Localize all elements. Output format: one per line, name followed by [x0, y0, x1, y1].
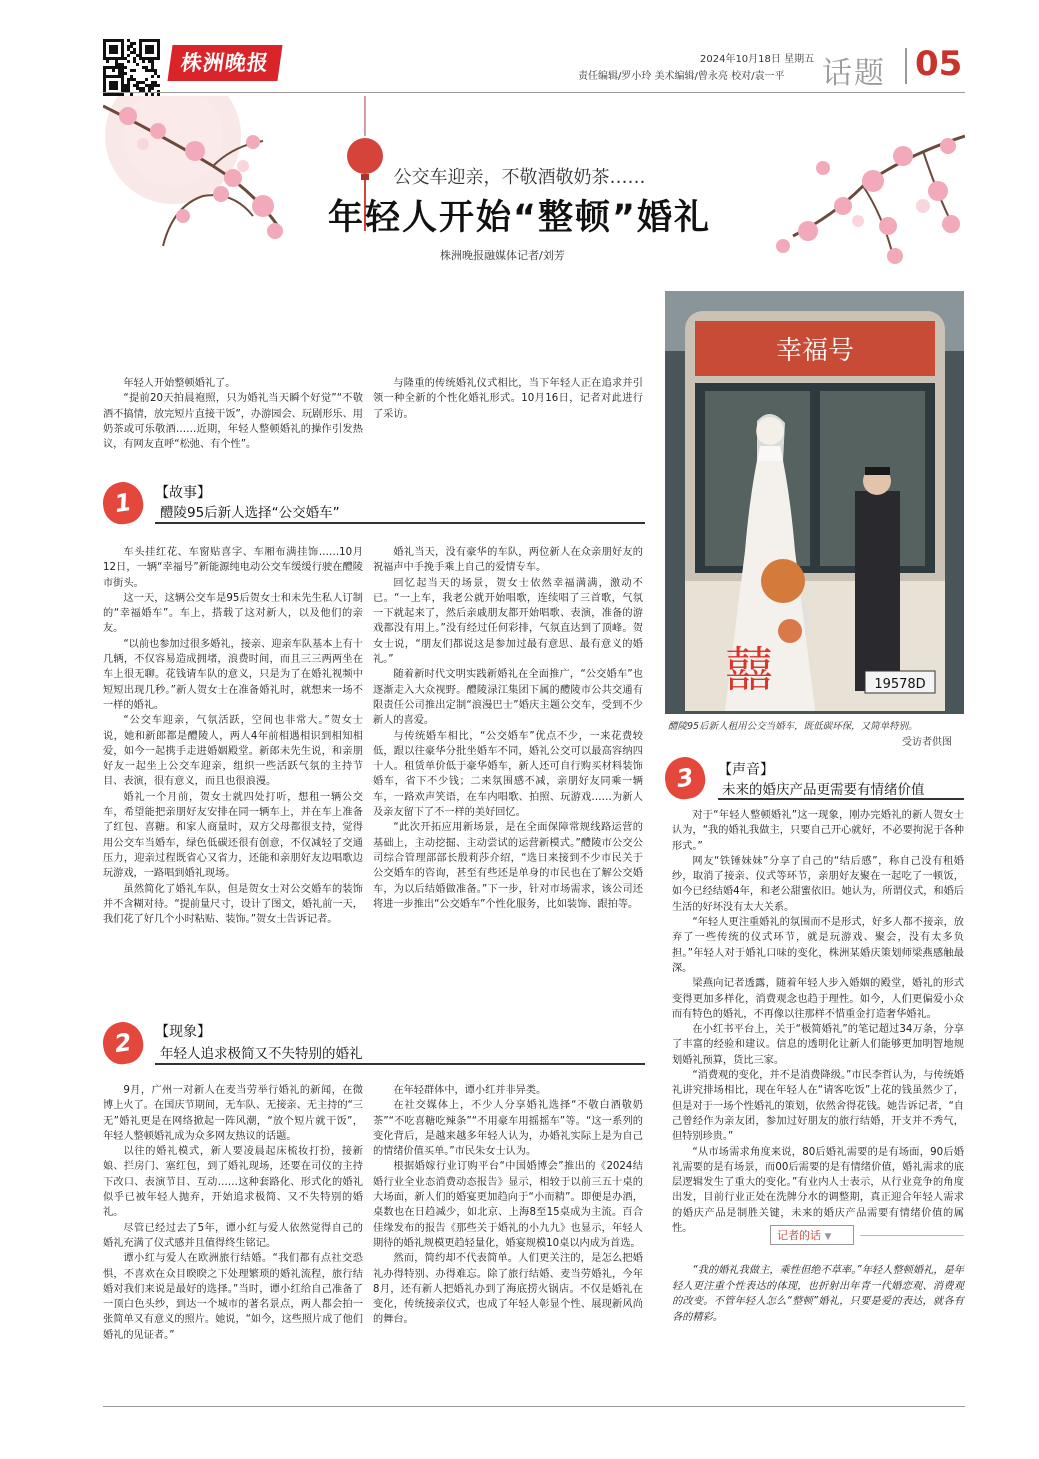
- qr-module: [145, 78, 148, 81]
- section3-column: [672, 808, 964, 1236]
- paragraph: 以往的婚礼模式，新人要凌晨起床梳妆打扮，接新娘、拦房门、塞红包，到了婚礼现场，还要在司仪的主持下改口、表演节目、互动……这种套路化、形式化的婚礼似乎已被年轻人抛弃，开始追求极简、又不失特别的婚礼。: [103, 1146, 363, 1219]
- section-title: 未来的婚庆产品更需要有情绪价值: [722, 782, 925, 798]
- page-number: 05: [915, 44, 963, 84]
- paragraph: 尽管已经过去了5年，谭小红与爱人依然觉得自己的婚礼充满了仪式感并且值得终生铭记。: [103, 1222, 363, 1249]
- qr-module: [112, 69, 115, 72]
- reporter-note-label-text: 记者的话: [777, 1229, 821, 1242]
- paragraph: 梁燕向记者透露，随着年轻人步入婚姻的殿堂，婚礼的形式变得更加多样化，消费观念也趋于理性。如今，人们更偏爱小众而有特色的婚礼，不再像以往那样不惜重金打造奢华婚礼。: [672, 978, 964, 1020]
- qr-module: [133, 42, 136, 45]
- article-byline: 株洲晚报融媒体记者/刘芳: [440, 249, 565, 262]
- wedding-bus-photo: [665, 291, 964, 714]
- qr-module: [106, 60, 109, 63]
- license-plate: 19578D: [874, 677, 926, 692]
- section-number-badge: 2: [100, 1019, 145, 1066]
- reporter-note-text: [672, 1263, 964, 1325]
- reporter-note-label: [770, 1225, 854, 1245]
- section-tag: 【故事】: [155, 485, 211, 501]
- bus-sign-text: 幸福号: [775, 336, 855, 366]
- section-underline: [155, 522, 645, 524]
- qr-module: [142, 60, 145, 63]
- paragraph: 婚礼一个月前，贺女士就四处打听，想租一辆公交车，希望能把亲朋好友安排在同一辆车上，并在车上准备了红包、喜糖。和家人商量时，双方父母都很支持，觉得用公交车当婚车，绿色低碳还很有创意，不仅减轻了交通压力，迎亲过程既省心又省力，还能和亲朋好友边唱歌边玩游戏，一路唱到婚礼现场。: [103, 791, 363, 880]
- header-rule: [103, 92, 965, 93]
- article-headline: 年轻人开始“整顿”婚礼: [327, 198, 711, 238]
- paragraph: 9月，广州一对新人在麦当劳举行婚礼的新闻，在微博上火了。在国庆节期间，无车队、无接亲、无主持的“三无”婚礼更是在网络掀起一阵风潮，“放个短片就干饭”，年轻人整顿婚礼成为众多网友热议的话题。: [103, 1085, 363, 1142]
- qr-module: [115, 51, 118, 54]
- qr-module: [127, 60, 130, 63]
- editor-credits: 责任编辑/罗小玲 美术编辑/曾永亮 校对/袁一平: [578, 71, 785, 82]
- section-number-badge: 3: [662, 754, 707, 801]
- paragraph: 谭小红与爱人在欧洲旅行结婚。“我们都有点社交恐惧，不喜欢在众目睽睽之下处理繁琐的婚礼流程，旅行结婚对我们来说是最好的选择。”当时，谭小红给自己准备了一顶白色头纱，到达一个城市的著名景点，两人都会拍一张简单又有意义的照片。她说，“如今，这些照片成了他们婚礼的见证者。”: [103, 1253, 363, 1341]
- issue-date: 2024年10月18日 星期五: [700, 54, 815, 65]
- paragraph: 然而，简约却不代表简单。人们更关注的，是怎么把婚礼办得特别、办得难忘。除了旅行结婚、麦当劳婚礼，今年8月，还有新人把婚礼办到了海底捞火锅店。不仅是婚礼在变化，传统接亲仪式，也成了年轻人彰显个性、展现新风尚的舞台。: [373, 1253, 643, 1326]
- section-number-badge: 1: [100, 479, 145, 526]
- paragraph: 这一天，这辆公交车是95后贺女士和未先生私人订制的“幸福婚车”。车上，搭载了这对新人，以及他们的亲友。: [103, 592, 363, 635]
- qr-module: [136, 63, 139, 66]
- paragraph: 虽然简化了婚礼车队，但是贺女士对公交婚车的装饰并不含糊对待。“提前量尺寸，设计了图文，婚礼前一天，我们花了好几个小时粘贴、装饰。”贺女士告诉记者。: [103, 883, 363, 926]
- qr-module: [115, 87, 118, 90]
- paragraph: 婚礼当天，没有豪华的车队，两位新人在众亲朋好友的祝福声中手挽手乘上自己的爱情专车。: [373, 547, 643, 574]
- qr-module: [124, 66, 127, 69]
- paragraph: “以前也参加过很多婚礼，接亲、迎亲车队基本上有十几辆，不仅容易造成拥堵，浪费时间，而且三三两两坐在车上很无聊。花钱请车队的意义，只是为了在婚礼视频中短短出现几秒。”新人贺女士在准备婚礼时，就想来一场不一样的婚礼。: [103, 638, 363, 711]
- qr-module: [127, 54, 130, 57]
- bouquet: [761, 559, 805, 603]
- lead-column-1: [103, 376, 363, 452]
- section-name: 话题: [822, 56, 886, 91]
- qr-module: [157, 57, 160, 60]
- paragraph: “此次开拓应用新场景，是在全面保障常规线路运营的基础上，主动挖掘、主动尝试的运营新模式。”醴陵市公交公司综合管理部部长殷莉莎介绍，“选日来接到不少市民关于公交婚车的咨询，甚至有些还是单身的市民也在了解公交婚车，为以后结婚做准备。”下一步，针对市场需求，该公司还将进一步推出“公交婚车”个性化服务，比如装饰、跟拍等。: [373, 822, 643, 910]
- lead-column-2: [373, 376, 643, 422]
- section1-column-2: [373, 545, 643, 912]
- paragraph: “公交车迎亲，气氛活跃，空间也非常大。”贺女士说，她和新郎都是醴陵人，两人4年前相遇相识到相知相爱，如今一起携手走进婚姻殿堂。新郎未先生说，和亲朋好友一起坐上公交车迎亲，组织一些活跃气氛的主持节目、表演，很有意义，而且也很浪漫。: [103, 715, 363, 788]
- section-title: 年轻人追求极简又不失特别的婚礼: [160, 1046, 363, 1062]
- paragraph: 在年轻群体中，谭小红并非异类。: [393, 1085, 547, 1096]
- qr-module: [133, 69, 136, 72]
- paragraph: “我的婚礼我做主，乘性但绝不草率。”年轻人整顿婚礼，是年轻人更注重个性表达的体现，也折射出年青一代婚恋观、消费观的改变。不管年轻人怎么“整顿”婚礼，只要是爱的表达，就各有各的精彩。: [672, 1265, 964, 1323]
- paragraph: 在社交媒体上，不少人分享婚礼选择“不敬白酒敬奶茶”“不吃喜糖吃辣条”“不用豪车用摇摇车”等。“这一系列的变化背后，是越来越多年轻人认为，办婚礼实际上是为自己的情绪价值买单。”市民朱女士认为。: [373, 1100, 643, 1158]
- paragraph: 根据婚嫁行业订购平台“中国婚博会”推出的《2024结婚行业全业态消费动态报告》显示，相较于以前三五十桌的大场面，新人们的婚宴更加趋向于“小而精”。即便是办酒，桌数也在日趋减少，如北京、上海8至15桌成为主流。百合佳缘发布的报告《那些关于婚礼的小九九》也显示，年轻人期待的婚礼规模更趋轻量化，婚宴规模10桌以内成为首选。: [373, 1161, 643, 1249]
- section1-column-1: [103, 545, 363, 927]
- paragraph: 网友“铁锤妹妹”分享了自己的“结后感”，称自己没有租婚纱，取消了接亲、仪式等环节，亲朋好友聚在一起吃了一顿饭，如今已经结婚4年，和老公甜蜜依旧。她认为，所谓仪式，和婚后生活的好坏没有太大关系。: [672, 855, 964, 913]
- lead-paragraph: 年轻人开始整顿婚礼了。: [123, 378, 236, 389]
- section2-column-2: [373, 1083, 643, 1328]
- qr-module: [157, 84, 160, 87]
- paragraph: 在小红书平台上，关于“极简婚礼”的笔记超过34万条，分享了丰富的经验和建议。信息的透明化让新人们能够更加明智地规划婚礼预算，货比三家。: [672, 1024, 964, 1066]
- paragraph: “从市场需求角度来说，80后婚礼需要的是有场面，90后婚礼需要的是有场景，而00后需要的是有情绪价值，婚礼需求的底层逻辑发生了重大的变化。”有业内人士表示，从行业竞争的角度出发，目前行业正处在洗牌分水的调整期，真正迎合年轻人需求的婚庆产品是制胜关键，未来的婚庆产品需要有情绪价值的属性。: [672, 1146, 964, 1235]
- photo-credit: 受访者供图: [902, 737, 952, 748]
- paragraph: 回忆起当天的场景，贺女士依然幸福满满，激动不已。“一上车，我老公就开始唱歌，连续唱了三首歌，气氛一下就起来了，然后亲戚朋友都开始唱歌、表演，准备的游戏都没有用上。”没有经过任何彩排，气氛直达到了顶峰。贺女士说，“朋友们都说这是参加过最有意思、最有意义的婚礼。”: [373, 577, 643, 666]
- paragraph: “年轻人更注重婚礼的氛围而不是形式，好多人都不接亲，放弃了一些传统的仪式环节，就是玩游戏、聚会，没有太多负担。”年轻人对于婚礼口味的变化，株洲某婚庆策划师梁燕感触最深。: [672, 917, 964, 974]
- chevron-down-icon: ▼: [824, 1232, 832, 1242]
- paragraph: 与传统婚车相比，“公交婚车”优点不少，一来花费较低，跟以往豪华分批坐婚车不同，婚礼公交可以最高容纳四十人。租赁单价低于豪华婚车，新人还可自行购买材料装饰婚车，省下不少钱；二来氛围感不减，亲朋好友同乘一辆车，一路欢声笑语，在车内唱歌、拍照、玩游戏……为新人及亲友留下了不一样的美好回忆。: [373, 730, 643, 819]
- section-underline: [718, 798, 964, 800]
- newspaper-masthead: 株洲晚报: [167, 45, 282, 81]
- double-happiness-icon: 囍: [725, 642, 774, 698]
- lead-paragraph: “提前20天拍晨袍照，只为婚礼当天瞬个好觉”“不敬酒不搞情，放完短片直接干饭”，办游园会、玩剧形乐、用奶茶或可乐敬酒……近期，年轻人整顿婚礼的操作引发热议，有网友直呼“松弛、有个性”。: [103, 393, 363, 451]
- paragraph: 随着新时代文明实践新婚礼在全面推广，“公交婚车”也逐渐走入大众视野。醴陵渌江集团下属的醴陵市公共交通有限责任公司推出定制“浪漫巴士”婚庆主题公交车，受到不少新人的喜爱。: [373, 669, 643, 727]
- section-tag: 【声音】: [718, 762, 774, 778]
- paragraph: 车头挂红花、车窗贴喜字、车厢布满挂饰……10月12日，一辆“幸福号”新能源纯电动公交车缓缓行驶在醴陵市街头。: [103, 547, 363, 589]
- qr-module: [157, 75, 160, 78]
- qr-module: [151, 87, 154, 90]
- article-kicker: 公交车迎亲，不敬酒敬奶茶……: [393, 167, 646, 188]
- section-tag: 【现象】: [155, 1024, 211, 1040]
- section2-column-1: [103, 1083, 363, 1343]
- reporter-note-rule: [860, 1235, 964, 1236]
- qr-code: [103, 39, 160, 96]
- footer-rule: [103, 1406, 965, 1407]
- paragraph: 对于“年轻人整顿婚礼”这一现象，刚办完婚礼的新人贺女士认为，“我的婚礼我做主，只要自己开心就好，不必要拘泥于各种形式。”: [672, 810, 964, 852]
- section-divider: [905, 48, 907, 84]
- qr-module: [151, 75, 154, 78]
- section-underline: [155, 1063, 645, 1065]
- qr-module: [151, 51, 154, 54]
- qr-module: [124, 72, 127, 75]
- section-title: 醴陵95后新人选择“公交婚车”: [160, 505, 340, 521]
- photo-caption: 醴陵95后新人租用公交当婚车，既低碳环保，又简单特别。: [668, 721, 918, 732]
- groom-suit: [855, 491, 900, 691]
- lead-paragraph: 与隆重的传统婚礼仪式相比，当下年轻人正在追求并引领一种全新的个性化婚礼形式。10月16日，记者对此进行了采访。: [373, 378, 643, 420]
- paragraph: “消费观的变化，并不是消费降级。”市民李哲认为，与传统婚礼讲究排场相比，现在年轻人在“请客吃饭”上花的钱虽然少了，但是对于一场个性婚礼的策划，依然舍得花钱。她告诉记者，“自己曾经作为亲友团，参加过好朋友的旅行结婚，开支并不秀气，但特别珍贵。”: [672, 1070, 964, 1143]
